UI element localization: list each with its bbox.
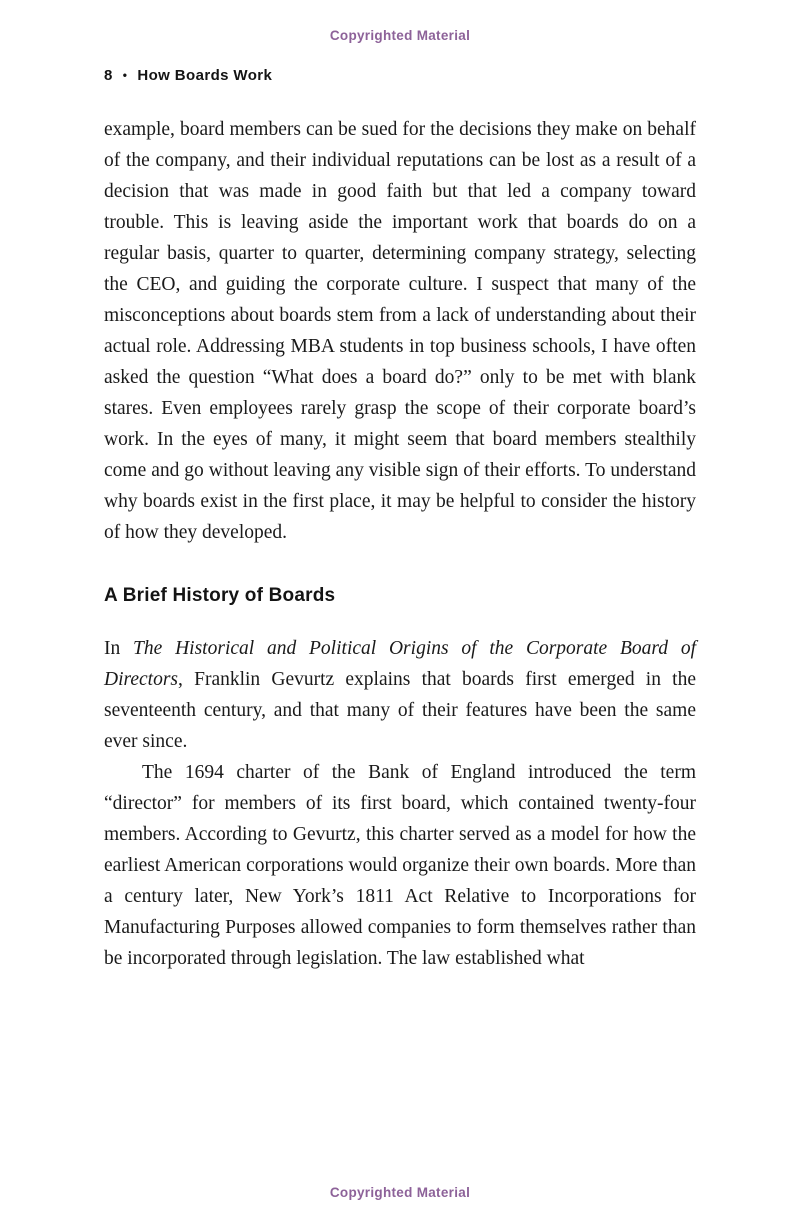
paragraph-1: example, board members can be sued for the decisions they make on behalf of the company, and their individual reputations can be lost as a result of a decision that was made in good faith but that led a company toward trouble. This is leaving aside the important work that boards do on a regular basis, quarter to quarter, determining company strategy, selecting the CEO, and guiding the corporate culture. I suspect that many of the misconceptions about boards stem from a lack of understanding about their actual role. Addressing MBA students in top business schools, I have often asked the question “What does a board do?” only to be met with blank stares. Even employees rarely grasp the scope of their corporate board’s work. In the eyes of many, it might seem that board members stealthily come and go without leaving any visible sign of their efforts. To understand why boards exist in the first place, it may be helpful to consider the history of how they developed. [104, 119, 696, 543]
paragraph-2-text-tail: , Franklin Gevurtz explains that boards first emerged in the seventeenth century, and that many of their features have been the same ever since. [104, 669, 696, 752]
paragraph-3: The 1694 charter of the Bank of England introduced the term “director” for members of its first board, which contained twenty-four members. According to Gevurtz, this charter served as a model for how the earliest American corporations would organize their own boards. More than a century later, New York’s 1811 Act Relative to Incorporations for Manufacturing Purposes allowed companies to form themselves rather than be incorporated through legislation. The law established what [104, 762, 696, 969]
header-separator-bullet: • [122, 68, 128, 82]
copyright-notice-bottom: Copyrighted Material [329, 1185, 471, 1200]
page-number: 8 [104, 67, 113, 84]
page-header [104, 67, 272, 84]
paragraph-2-text-lead: In [104, 638, 134, 659]
section-heading: A Brief History of Boards [104, 585, 336, 606]
paragraph-2 [104, 633, 696, 757]
running-title: How Boards Work [137, 67, 273, 84]
copyright-notice-top: Copyrighted Material [329, 28, 471, 43]
book-title-italic: The Historical and Political Origins of the Corporate Board of Directors [104, 638, 696, 690]
page-body [104, 114, 696, 974]
